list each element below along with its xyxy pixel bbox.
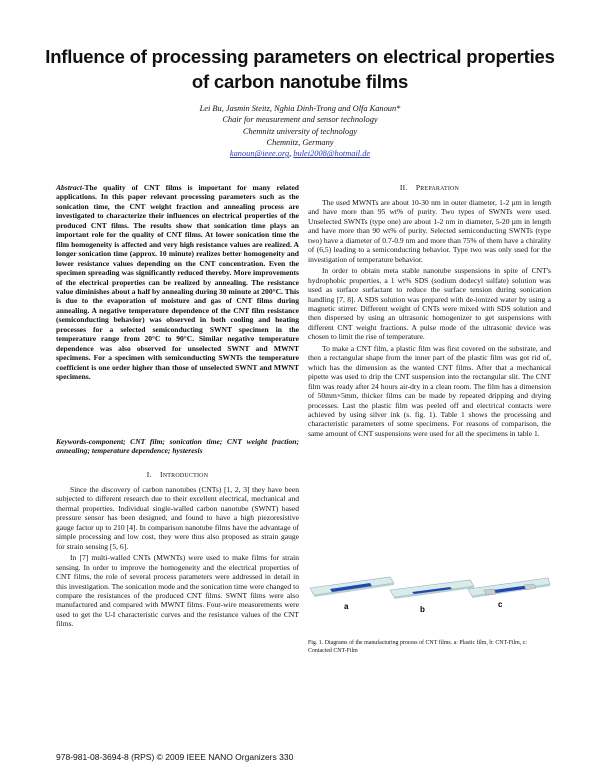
figure-label-a: a <box>344 602 349 611</box>
author-location: Chemnitz, Germany <box>266 137 334 147</box>
figure-label-c: c <box>498 600 503 609</box>
abstract-label: Abstract- <box>56 183 85 192</box>
email-link-bulei[interactable]: bulei2008@hotmail.de <box>293 149 371 159</box>
author-university: Chemnitz university of technology <box>242 126 358 136</box>
figure-1 <box>308 566 551 631</box>
paper-title: Influence of processing parameters on electrical properties of carbon nanotube films <box>45 46 555 92</box>
author-emails <box>60 148 540 159</box>
substrate-c <box>468 578 550 598</box>
introduction-rest: NTRODUCTION <box>162 473 209 479</box>
intro-paragraph-1: Since the discovery of carbon nanotubes (CNTs) [1, 2, 3] they have been subjected to different research due to their excellent electrical, mechanical and thermal properties. Individual single-walled carbon nanotube (SWNT) based pressure sensor has been designed, and found to have a high piezoresistive gauge factor up to 210 [4]. In comparison nanotube films have the advantage of simple processing and low cost, they were thus also proposed as strain gauge for strain sensing [5, 6]. <box>56 485 299 551</box>
silver-contact-left <box>484 589 496 595</box>
introduction-number: I. <box>146 470 152 479</box>
email-link-kanoun[interactable]: kanoun@ieee.org <box>229 149 290 159</box>
abstract <box>56 183 299 382</box>
figure-label-b: b <box>420 605 425 614</box>
prep-paragraph-1: The used MWNTs are about 10-30 nm in outer diameter, 1-2 µm in length and have more than 95 wt% of purity. Two types of SWNTs were used. Unselected SWNTs (type one) are about 1-2 nm in diameter, 5-20 µm in length and have more than 90 wt% of purity. Selected semiconducting SWNTs (type two) have a diameter of 0.7-0.9 nm and more than 75% of them have a chirality of (6,5) leading to a semiconducting behavior. Type two was only used for the investigation of temperature behavior. <box>308 198 551 264</box>
silver-contact-right <box>524 584 536 590</box>
figure-1-caption: Fig. 1. Diagrams of the manufacturing process of CNT films. a: Plastic film, b: CNT-Film, c: Contacted CNT-Film <box>308 640 527 654</box>
author-chair: Chair for measurement and sensor technology <box>222 115 378 125</box>
preparation-section <box>308 183 551 438</box>
substrate-b <box>390 580 474 599</box>
author-names: Lei Bu, Jasmin Steitz, Nghia Dinh-Trong and Olfa Kanoun* <box>199 104 401 113</box>
figure-1-diagram <box>308 566 551 631</box>
substrate-a <box>310 577 394 597</box>
introduction-first-letter: I <box>159 470 163 479</box>
author-block <box>60 103 540 159</box>
page-footer: 978-981-08-3694-8 (RPS) © 2009 IEEE NANO Organizers 330 <box>56 752 294 762</box>
preparation-heading <box>308 183 551 194</box>
abstract-text: The quality of CNT films is important for many related applications. In this paper relevant processing parameters such as the sonication time, the CNT weight fraction and annealing process are investigated to characterize their influences on electrical properties of the produced CNT films. The results show that sonication time plays an important role for the quality of CNT films. At lower sonication time the film homogeneity is affected and very high resistance values are realized. A longer sonication time (approx. 10 minute) realizes better homogeneity and lower resistance values depending on the CNT concentration. Even the specimen spreading was significantly reduced thereby. More improvements of the electrical properties can be realized by annealing. The resistance value diminishes about a half by annealing during 30 minute at 200°C. This is due to the evaporation of moisture and gas of CNT films during annealing. A negative temperature dependence of the CNT film resistance (semiconducting behavior) was observed in both cooling and heating processes for a selected semiconducting SWNT specimen in the temperature range from 20°C to 90°C. Similar negative temperature dependence was also observed for unselected SWNT and MWNT specimens. For a specimen with semiconducting SWNTs the temperature coefficient is one order higher than those of unselected SWNT and MWNT specimens. <box>56 183 299 382</box>
intro-paragraph-2: In [7] multi-walled CNTs (MWNTs) were used to make films for strain sensing. In order to improve the homogeneity and the electrical properties of CNT films, the role of several process parameters were addressed in detail in this investigation. The sonication mode and the sonication time were changed to compare the resistances of the produced CNT films. SWNT films were also manufactured and compared with MWNT films. Four-wire measurements were used to get the U-I characteristic curves and the resistance values of the CNT films. <box>56 553 299 629</box>
email-separator: , <box>289 149 294 159</box>
preparation-rest: REPARATION <box>420 186 460 192</box>
introduction-heading <box>56 470 299 481</box>
introduction-section <box>56 470 299 629</box>
prep-paragraph-2: In order to obtain meta stable nanotube suspensions in spite of CNT's hydrophobic properties, a 1 wt% SDS (sodium dodecyl sulfate) solution was used as surface surfactant to reduce the surface tension during sonication handling [7, 8]. A SDS solution was prepared with de-ionized water by using a magnetic stirrer. Different weight of CNTs were mixed with SDS solution and then dispersed by using an ultrasonic homogenizer to get suspensions with different CNT weight fractions. A pulse mode of the ultrasonic device was chosen to limit the rise of temperature. <box>308 266 551 342</box>
preparation-first-letter: P <box>415 183 421 192</box>
keywords: Keywords-component; CNT film; sonication time; CNT weight fraction; annealing; temperature dependence; hysteresis <box>56 437 299 456</box>
preparation-number: II. <box>399 183 408 192</box>
prep-paragraph-3: To make a CNT film, a plastic film was first covered on the substrate, and then a rectangular shape from the inner part of the plastic film was got rid of, which has the dimension as the wanted CNT films. After that a mechanical pipette was used to drip the CNT suspension into the rectangular slit. The CNT film was ready after 24 hours air-dry in a clean room. The film has a dimension of 50mm×5mm, thicker films can be made by repeated dripping and drying processes. Last the plastic film was peeled off and electrical contacts were achieved by using silver ink (s. fig. 1). Table 1 shows the processing and characteristic parameters of some specimens. For reasons of comparison, the same amount of CNT suspensions were used for all the specimens in table 1. <box>308 343 551 438</box>
